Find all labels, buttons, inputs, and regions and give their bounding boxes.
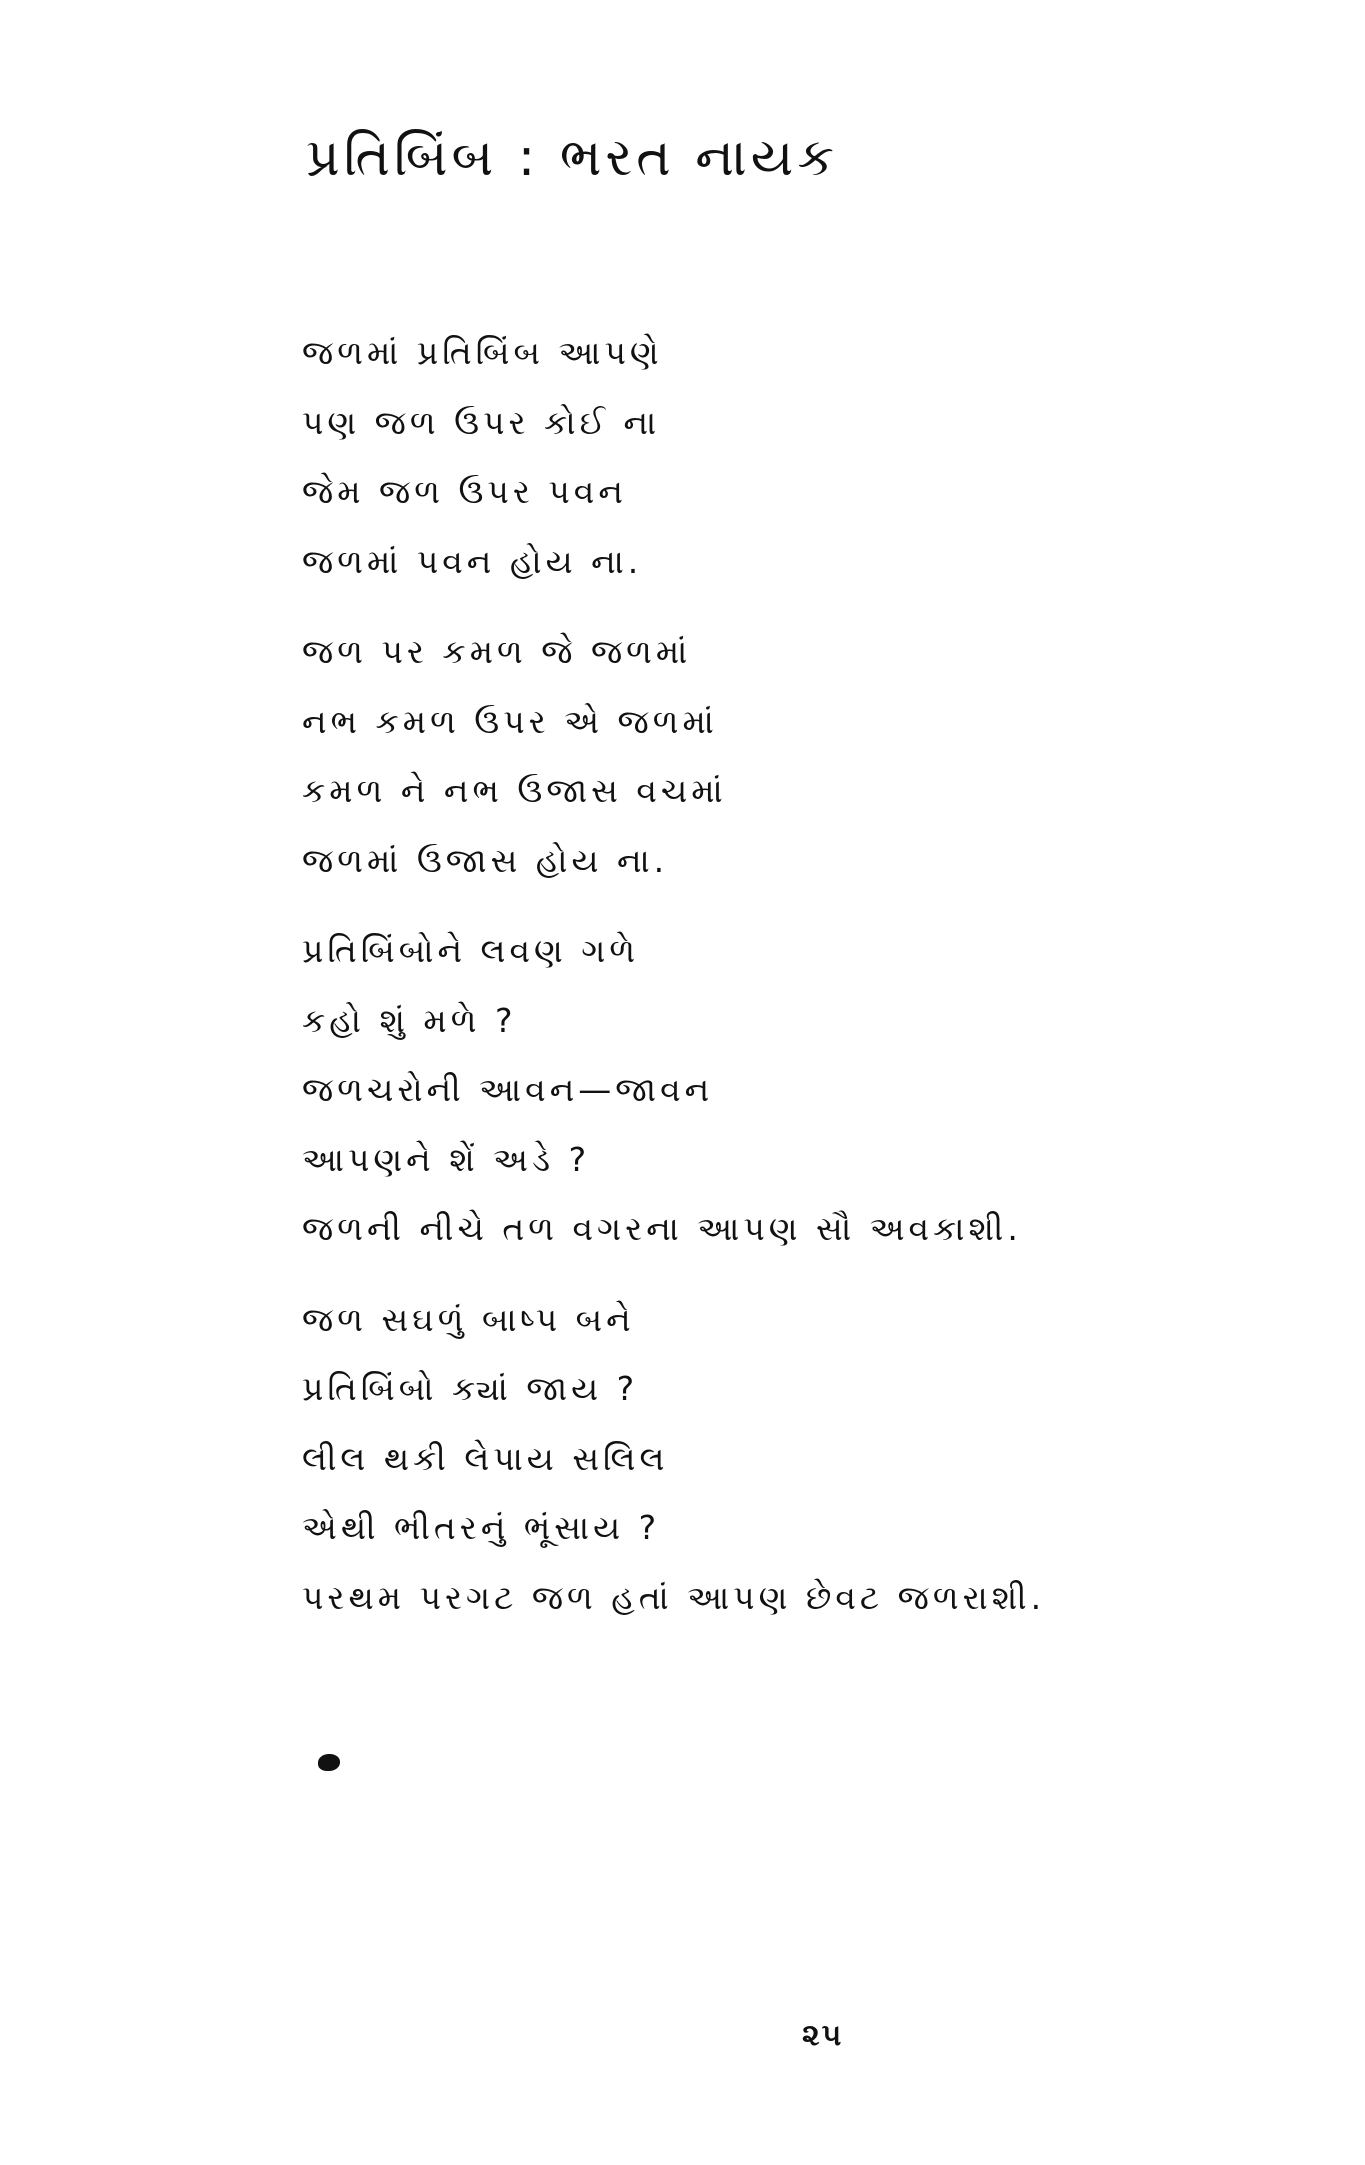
stanza-3 [302, 916, 1302, 1264]
poem-line: પરથમ પરગટ જળ હતાં આપણ છેવટ જળરાશી. [302, 1577, 1046, 1617]
poem-line: જળ સઘળું બાષ્પ બને [302, 1299, 635, 1339]
poem-line: જળ પર કમળ જે જળમાં [302, 632, 692, 671]
poem-line: નભ કમળ ઉપર એ જળમાં [302, 701, 718, 741]
poem-line: જળમાં ઉજાસ હોય ના. [302, 840, 669, 880]
poem-line: પણ જળ ઉપર કોઈ ના [302, 402, 661, 442]
stanza-1 [302, 318, 1302, 596]
poem-line: આપણને શેં અડે ? [302, 1139, 591, 1179]
end-ornament-dot [318, 1754, 340, 1771]
poem-line: કહો શું મળે ? [302, 1000, 517, 1040]
poem-line: જેમ જળ ઉપર પવન [302, 472, 627, 511]
stanza-2 [302, 617, 1302, 895]
poem-line: જળમાં પવન હોય ના. [302, 541, 643, 581]
poem-body [302, 318, 1302, 1653]
poem-line: જળમાં પ્રતિબિંબ આપણે [302, 333, 663, 372]
stanza-4 [302, 1285, 1302, 1633]
poem-line: લીલ થકી લેપાય સલિલ [302, 1438, 669, 1478]
poem-line: પ્રતિબિંબો ક્યાં જાય ? [302, 1369, 639, 1408]
poem-line: જળચરોની આવન—જાવન [302, 1070, 714, 1109]
page-number: ૨૫ [802, 2018, 844, 2053]
poem-line: જળની નીચે તળ વગરના આપણ સૌ અવકાશી. [302, 1209, 1022, 1248]
poem-line: એથી ભીતરનું ભૂંસાય ? [302, 1508, 661, 1547]
poem-line: કમળ ને નભ ઉજાસ વચમાં [302, 771, 727, 810]
poem-title: પ્રતિબિંબ : ભરત નાયક [306, 128, 839, 188]
poem-line: પ્રતિબિંબોને લવણ ગળે [302, 931, 640, 970]
